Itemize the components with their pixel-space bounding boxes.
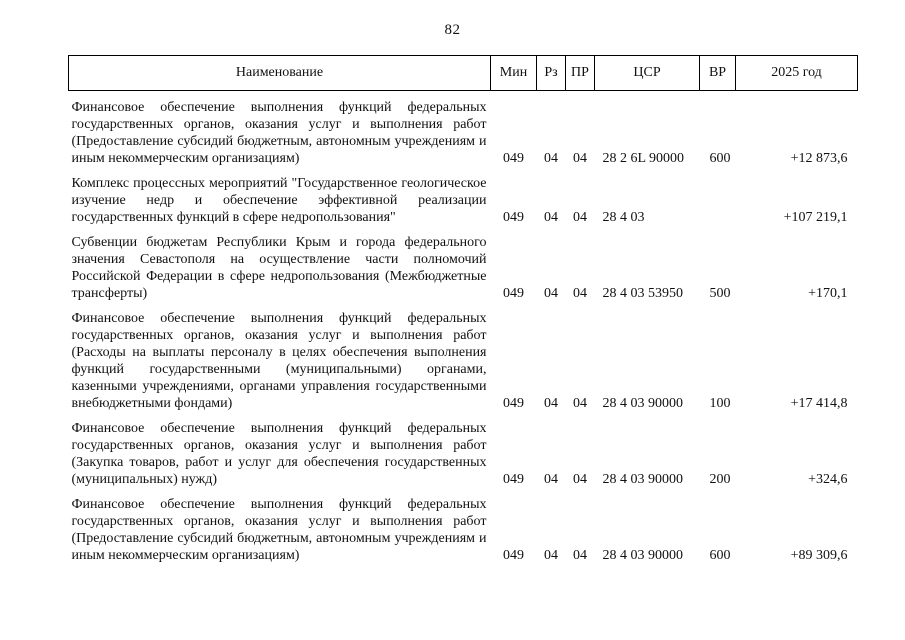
row-name: Финансовое обеспечение выполнения функций федеральных государственных органов, оказания услуг и выполнения работ (Предоставление субсидий бюджетным, автономным учреждениям и иным некоммерческим организациям) (71, 100, 487, 166)
row-min: 049 (503, 548, 524, 563)
table-header-row (69, 56, 858, 91)
table-row (69, 488, 858, 564)
row-min: 049 (503, 210, 524, 225)
header-csr: ЦСР (595, 56, 700, 91)
row-amount: +170,1 (808, 286, 848, 301)
row-pr: 04 (573, 151, 587, 166)
table-row (69, 302, 858, 412)
row-rz: 04 (544, 151, 558, 166)
header-vr: ВР (700, 56, 736, 91)
row-name: Финансовое обеспечение выполнения функций федеральных государственных органов, оказания услуг и выполнения работ (Предоставление субсидий бюджетным, автономным учреждениям и иным некоммерческим организациям) (71, 497, 487, 563)
row-vr: 600 (709, 548, 731, 563)
row-amount: +17 414,8 (790, 396, 848, 411)
row-vr: 200 (709, 472, 731, 487)
table-row (69, 167, 858, 226)
row-csr: 28 4 03 90000 (602, 472, 683, 487)
row-pr: 04 (573, 472, 587, 487)
table-row (69, 412, 858, 488)
row-amount: +324,6 (808, 472, 848, 487)
row-csr: 28 4 03 (602, 210, 645, 225)
row-pr: 04 (573, 210, 587, 225)
row-pr: 04 (573, 286, 587, 301)
row-min: 049 (503, 151, 524, 166)
row-name: Финансовое обеспечение выполнения функций федеральных государственных органов, оказания услуг и выполнения работ (Закупка товаров, работ и услуг для обеспечения государственных (муниципальных) нужд) (71, 421, 487, 487)
header-pr: ПР (566, 56, 595, 91)
row-vr: 600 (709, 151, 731, 166)
row-rz: 04 (544, 210, 558, 225)
table-row (69, 91, 858, 168)
row-csr: 28 4 03 53950 (602, 286, 683, 301)
budget-table (68, 55, 858, 564)
row-vr: 500 (709, 286, 731, 301)
row-rz: 04 (544, 396, 558, 411)
row-amount: +107 219,1 (783, 210, 848, 225)
row-name: Субвенции бюджетам Республики Крым и города федерального значения Севастополя на осуществление части полномочий Российской Федерации в сфере недропользования (Межбюджетные трансферты) (71, 235, 487, 301)
row-min: 049 (503, 286, 524, 301)
row-vr (700, 167, 736, 226)
row-rz: 04 (544, 286, 558, 301)
header-min: Мин (491, 56, 537, 91)
table-row (69, 226, 858, 302)
page-number: 82 (444, 22, 461, 38)
row-pr: 04 (573, 548, 587, 563)
header-year: 2025 год (736, 56, 858, 91)
row-rz: 04 (544, 548, 558, 563)
row-rz: 04 (544, 472, 558, 487)
row-min: 049 (503, 396, 524, 411)
row-csr: 28 2 6L 90000 (602, 151, 685, 166)
row-vr: 100 (709, 396, 731, 411)
row-min: 049 (503, 472, 524, 487)
row-name: Комплекс процессных мероприятий "Государственное геологическое изучение недр и обеспечение эффективной реализации государственных функций в сфере недропользования" (71, 176, 487, 225)
row-pr: 04 (573, 396, 587, 411)
row-name: Финансовое обеспечение выполнения функций федеральных государственных органов, оказания услуг и выполнения работ (Расходы на выплаты персоналу в целях обеспечения выполнения функций государственными (муниципальными) органами, казенными учреждениями, органами управления государственными внебюджетными фондами) (71, 311, 487, 411)
header-name: Наименование (69, 56, 491, 91)
row-amount: +89 309,6 (790, 548, 848, 563)
row-amount: +12 873,6 (790, 151, 848, 166)
header-rz: Рз (537, 56, 566, 91)
row-csr: 28 4 03 90000 (602, 396, 683, 411)
row-csr: 28 4 03 90000 (602, 548, 683, 563)
